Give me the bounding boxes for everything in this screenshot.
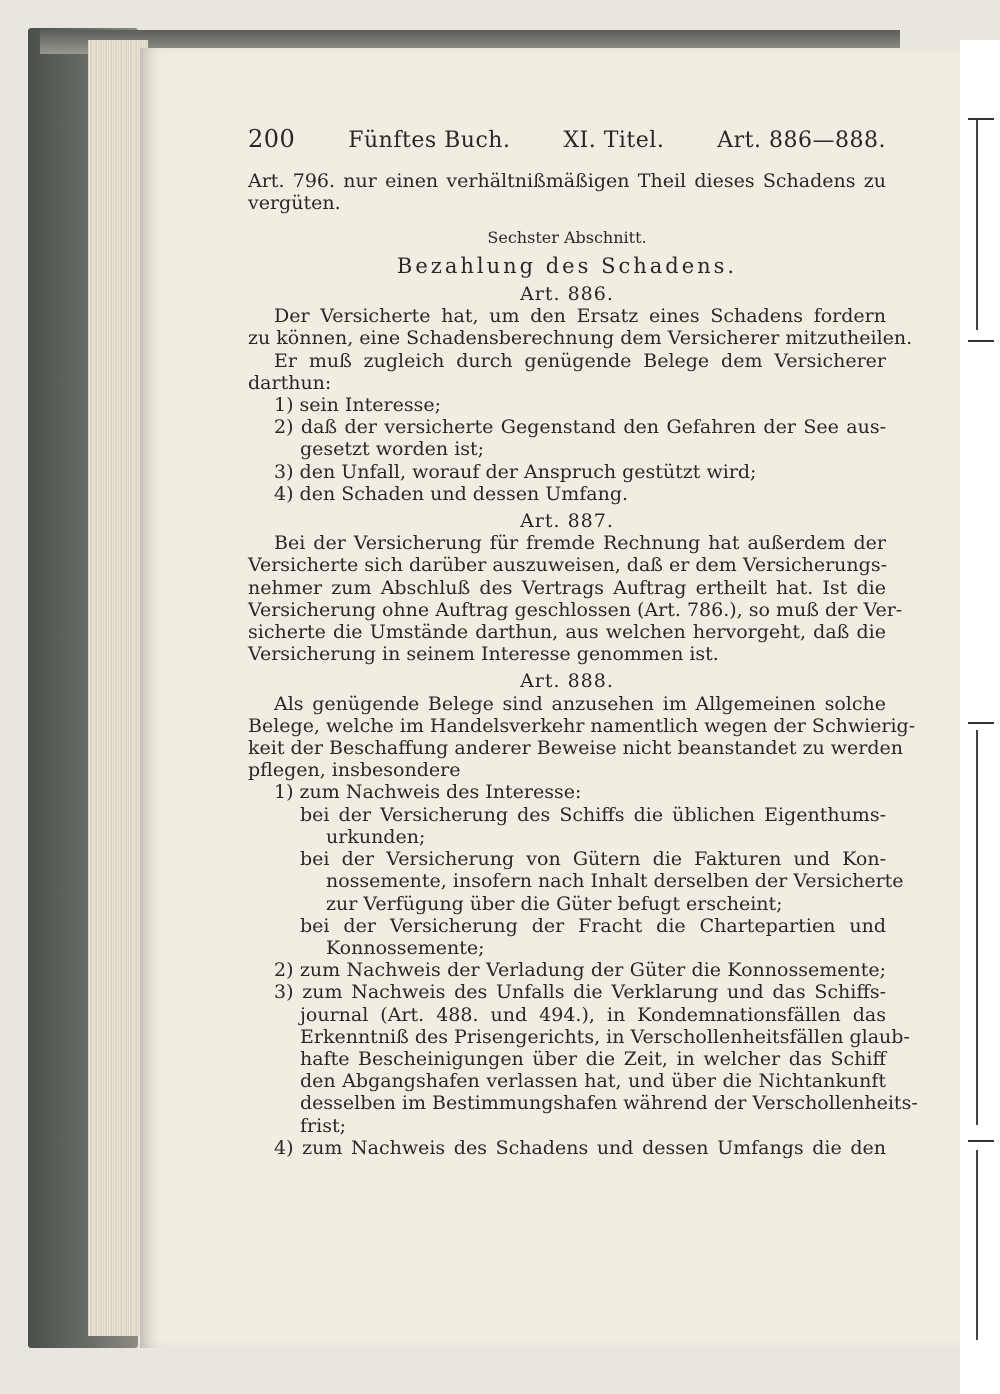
text-line: Er muß zugleich durch genügende Belege dem Versicherer	[274, 349, 886, 372]
header-book: Fünftes Buch.	[348, 128, 511, 153]
text-line: pflegen, insbesondere	[248, 759, 461, 782]
text-line: Bei der Versicherung für fremde Rechnung hat außerdem der	[274, 532, 886, 555]
text-line: zu können, eine Schadensberechnung dem Versicherer mitzutheilen.	[248, 327, 913, 350]
sub-item-line: bei der Versicherung von Gütern die Fakturen und Kon-	[300, 848, 886, 871]
list-item: 1) zum Nachweis des Interesse:	[274, 781, 582, 804]
right-margin	[960, 40, 1000, 1394]
list-item: 2) zum Nachweis der Verladung der Güter die Konnossemente;	[274, 959, 886, 982]
list-item-line: den Abgangshafen verlassen hat, und über die Nichtankunft	[300, 1070, 886, 1093]
ruler-line	[976, 730, 978, 1125]
article-heading: Art. 887.	[520, 510, 614, 533]
header-articles: Art. 886—888.	[717, 128, 886, 153]
section-title: Bezahlung des Schadens.	[396, 253, 738, 278]
text-line: Versicherte sich darüber auszuweisen, daß er dem Versicherungs-	[248, 554, 887, 577]
list-item: 2) daß der versicherte Gegenstand den Gefahren der See aus-	[274, 416, 886, 439]
list-item-line: hafte Bescheinigungen über die Zeit, in welcher das Schiff	[300, 1047, 886, 1070]
sub-item-line: Konnossemente;	[326, 936, 485, 959]
ruler-tick	[968, 1140, 994, 1142]
section-label: Sechster Abschnitt.	[487, 227, 647, 247]
list-item: 3) den Unfall, worauf der Anspruch gestützt wird;	[274, 460, 757, 483]
text-line: Als genügende Belege sind anzusehen im Allgemeinen solche	[274, 692, 886, 715]
running-header	[248, 125, 886, 153]
header-title: XI. Titel.	[563, 128, 665, 153]
text-line: nehmer zum Abschluß des Vertrags Auftrag ertheilt hat. Ist die	[248, 576, 886, 599]
article-heading: Art. 888.	[520, 670, 614, 693]
sub-item-line: nossemente, insofern nach Inhalt derselben der Versicherte	[326, 870, 904, 893]
ruler-line	[976, 120, 978, 330]
text-line: vergüten.	[248, 192, 341, 215]
text-line: Versicherung in seinem Interesse genommen ist.	[248, 643, 719, 666]
list-item-line: journal (Art. 488. und 494.), in Kondemnationsfällen das	[300, 1003, 886, 1026]
list-item: 1) sein Interesse;	[274, 394, 441, 417]
ruler-tick	[968, 118, 994, 120]
list-item-line: desselben im Bestimmungshafen während der Verschollenheits-	[300, 1092, 918, 1115]
ruler-tick	[968, 722, 994, 724]
list-item: 4) zum Nachweis des Schadens und dessen Umfangs die den	[274, 1136, 886, 1159]
sub-item-line: bei der Versicherung des Schiffs die üblichen Eigenthums-	[300, 803, 886, 826]
article-heading: Art. 886.	[520, 283, 614, 306]
sub-item-line: urkunden;	[326, 825, 426, 848]
ruler-line	[976, 1150, 978, 1340]
text-line: Belege, welche im Handelsverkehr namentlich wegen der Schwierig-	[248, 714, 916, 737]
text-line: Art. 796. nur einen verhältnißmäßigen Theil dieses Schadens zu	[248, 170, 886, 193]
page-edges	[88, 40, 148, 1336]
list-item: gesetzt worden ist;	[300, 438, 485, 461]
list-item-line: Erkenntniß des Prisengerichts, in Verschollenheitsfällen glaub-	[300, 1025, 910, 1048]
list-item: 4) den Schaden und dessen Umfang.	[274, 482, 629, 505]
text-line: Der Versicherte hat, um den Ersatz eines Schadens fordern	[274, 305, 886, 328]
ruler-tick	[968, 340, 994, 342]
list-item-line: frist;	[300, 1114, 346, 1137]
sub-item-line: bei der Versicherung der Fracht die Chartepartien und	[300, 914, 886, 937]
text-line: keit der Beschaffung anderer Beweise nicht beanstandet zu werden	[248, 737, 904, 760]
page-text	[248, 125, 918, 1159]
text-line: sicherte die Umstände darthun, aus welchen hervorgeht, daß die	[248, 621, 886, 644]
text-line: Versicherung ohne Auftrag geschlossen (Art. 786.), so muß der Ver-	[248, 598, 903, 621]
sub-item-line: zur Verfügung über die Güter befugt erscheint;	[326, 892, 783, 915]
list-item: 3) zum Nachweis des Unfalls die Verklarung und das Schiffs-	[274, 981, 886, 1004]
text-line: darthun:	[248, 371, 332, 394]
page-number: 200	[248, 125, 296, 153]
